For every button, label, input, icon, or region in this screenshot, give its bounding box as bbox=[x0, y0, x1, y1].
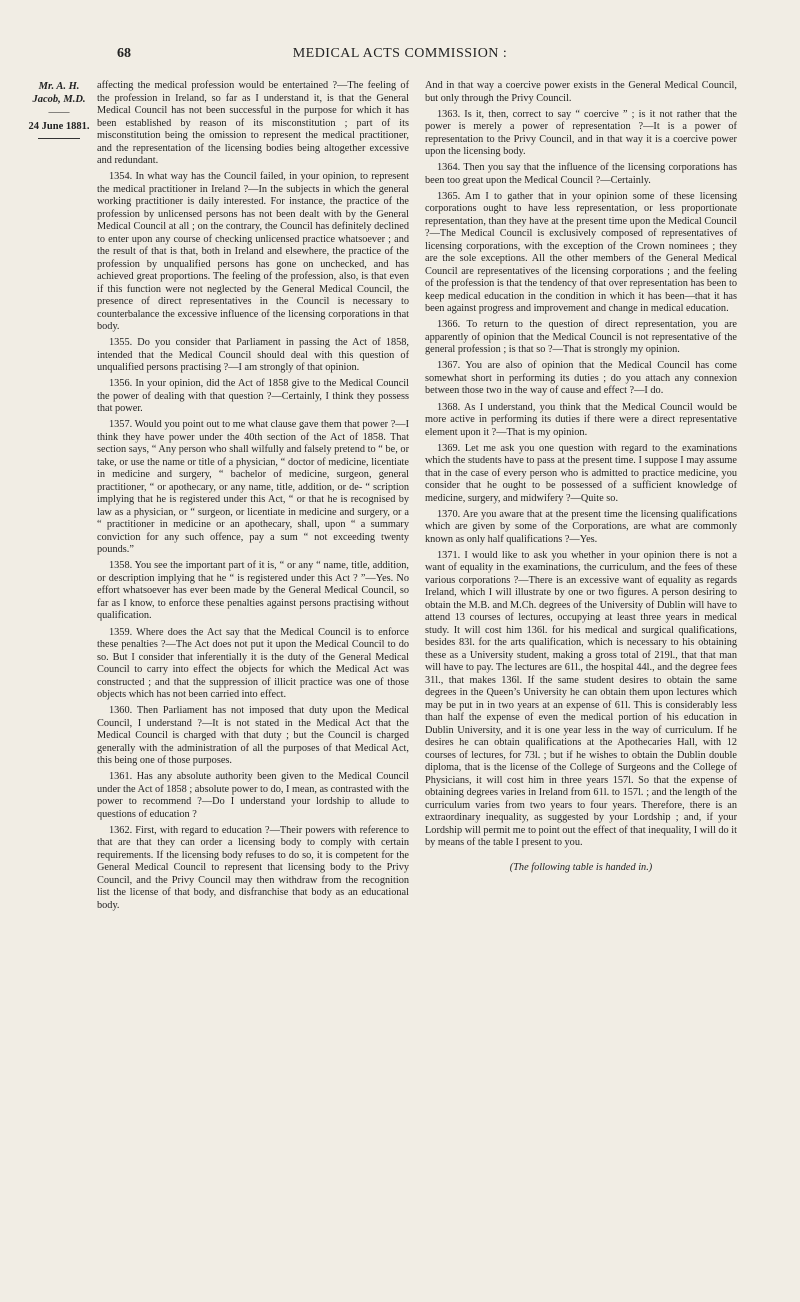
page-number: 68 bbox=[117, 46, 131, 61]
paragraph: 1362. First, with regard to education ?—Their powers with reference to that are that they can order a licensing body to comply with certain requirements. If the licensing body refuses to do so, it is competent for the General Medical Council to represent that licensing body to the Privy Council, and the Privy Council may then withdraw from the recognition list the license of that body, and disfranchise that body as an educational body. bbox=[97, 824, 409, 911]
paragraph: And in that way a coercive power exists in the General Medical Council, but only through the Privy Council. bbox=[425, 80, 737, 104]
paragraph: 1370. Are you aware that at the present time the licensing qualifications which are given by some of the Corporations, are what are commonly known as only half qualifications ?—Yes. bbox=[425, 508, 737, 545]
paragraph: 1364. Then you say that the influence of the licensing corporations has been too great upon the Medical Council ?—Certainly. bbox=[425, 162, 737, 186]
paragraph: 1368. As I understand, you think that the Medical Council would be more active in performing its duties if there were a direct representative element upon it ?—That is my opinion. bbox=[425, 401, 737, 438]
paragraph: 1354. In what way has the Council failed, in your opinion, to represent the medical practitioner in Ireland ?—In the subjects in which the general working practitioner is daily interested. For instance, the practice of the profession by unlicensed persons has not been dealt with by the General Medical Council at all ; on the contrary, the Council has definitely declined to enter upon any course of checking unlicensed practice whatsoever ; and the result of that is that, both in Ireland and elsewhere, the practice of the profession by unqualified persons has gone on unchecked, and has achieved great proportions. The feeling of the profession, also, is that even if this function were not neglected by the General Medical Council, the presence of direct representatives in the Council is necessary to counterbalance the excessive influence of the licensing corporations in that body. bbox=[97, 171, 409, 333]
paragraph: 1369. Let me ask you one question with regard to the examinations which the students have to pass at the present time. I suppose I may assume that in the case of every person who is admitted to practice medicine, you consider that he ought to be possessed of a sufficient knowledge of medicine, surgery, and midwifery ?—Quite so. bbox=[425, 442, 737, 504]
witness-name: Mr. A. H. Jacob, M.D. bbox=[32, 81, 86, 105]
right-column bbox=[425, 80, 737, 878]
paragraph: 1360. Then Parliament has not imposed that duty upon the Medical Council, I understand ?—It is not stated in the Medical Act that the Medical Council is charged with that duty ; but the Council is charged generally with the administration of all the purposes of that Medical Act, this being one of those purposes. bbox=[97, 705, 409, 767]
paragraph: 1367. You are also of opinion that the Medical Council has come somewhat short in performing its duties ; do you attach any connexion between those two in the way of cause and effect ?—I do. bbox=[425, 360, 737, 397]
paragraph: 1356. In your opinion, did the Act of 1858 give to the Medical Council the power of dealing with that question ?—Certainly, I think they possess that power. bbox=[97, 378, 409, 415]
closing-note: (The following table is handed in.) bbox=[509, 861, 653, 873]
paragraph: affecting the medical profession would be entertained ?—The feeling of the profession in Ireland, so far as I understand it, is that the General Medical Council has not been successful in the purpose for which it has been established by reason of its misconstitution ; part of its misconstitution being the omission to represent the medical practitioner, and the representation of the licensing bodies being altogether excessive and redundant. bbox=[97, 80, 409, 166]
paragraph: 1358. You see the important part of it is, “ or any “ name, title, addition, or description implying that he “ is registered under this Act ? ”—Yes. No effort whatsoever has ever been made by the General Medical Council, so far as I know, to enforce these penalties against persons practising without qualification. bbox=[97, 560, 409, 622]
margin-rule bbox=[38, 138, 80, 139]
paragraph: 1371. I would like to ask you whether in your opinion there is not a want of equality in the examinations, the curriculum, and the fees of these various corporations ?—There is an excessive want of equality as regards Ireland, which I will illustrate by one or two figures. A person desiring to obtain the M.B. and M.Ch. degrees of the University of Dublin will have to attend 13 courses of lectures, occupying at least three years in medical study. It will cost him 136l. for his medical and surgical qualifications, besides 83l. for the arts qualification, which is necessary to his obtaining these as a University student, making a gross total of 219l., that that man will have to pay. The lectures are 61l., the hospital 44l., and the degree fees 31l., that makes 136l. If the same student desires to obtain the same degrees in the Queen’s University he can obtain them upon lectures which may be put in in two years at an expense of 61l. This is considerably less than half the expense of even the medical portion of his education in Dublin University, and it is one year less in the way of curriculum. If he desires he can obtain qualifications at the Apothecaries Hall, with 12 courses of lectures, for 73l. ; but if he wishes to obtain the Dublin double diploma, that is the license of the College of Surgeons and the College of Physicians, it will cost him in three years 157l. So that the expense of obtaining degrees varies in Ireland from 61l. to 157l. ; and the length of the curriculum varies from two years to four years. Therefore, there is an extraordinary inequality, as suggested by your Lordship ; and, if your Lordship will permit me to point out the effect of that inequality, I will do it by means of the table I present to you. bbox=[425, 549, 737, 849]
running-title: MEDICAL ACTS COMMISSION : bbox=[292, 46, 508, 61]
margin-note bbox=[28, 80, 90, 139]
paragraph: 1366. To return to the question of direct representation, you are apparently of opinion that the Medical Council is not representative of the general profession ; is that so ?—That is strongly my opinion. bbox=[425, 319, 737, 356]
left-column bbox=[97, 80, 409, 916]
witness-dash: —— bbox=[48, 107, 70, 118]
paragraph: 1355. Do you consider that Parliament in passing the Act of 1858, intended that the Medical Council should deal with this question of unqualified persons practising ?—I am strongly of that opinion. bbox=[97, 337, 409, 374]
paragraph: 1363. Is it, then, correct to say “ coercive ” ; is it not rather that the power is merely a power of representation ?—It is a power of representation to the Privy Council, and in that way it is a coercive power upon the licensing body. bbox=[425, 108, 737, 158]
paragraph: 1361. Has any absolute authority been given to the Medical Council under the Act of 1858 ; absolute power to do, I mean, as contrasted with the power to recommend ?—Do I understand your lordship to allude to questions of education ? bbox=[97, 771, 409, 820]
paragraph: 1357. Would you point out to me what clause gave them that power ?—I think they have power under the 40th section of the Act of 1858. That section says, “ Any person who shall wilfully and falsely pretend to “ be, or take, or use the name or title of a physician, “ doctor of medicine, licentiate in medicine and surgery, “ bachelor of medicine, surgeon, general practitioner, “ or apothecary, or any name, title, addition, or de- “ scription implying that he is registered under this Act, “ or that he is recognised by law as a physician, or “ surgeon, or licentiate in medicine and surgery, or a “ practitioner in medicine or an apothecary, shall, upon “ a summary conviction for any such offence, pay a sum “ not exceeding twenty pounds.” bbox=[97, 419, 409, 556]
testimony-date: 24 June 1881. bbox=[28, 121, 90, 132]
page-header bbox=[0, 46, 800, 66]
paragraph: 1365. Am I to gather that in your opinion some of these licensing corporations ought to have less representation, or less proportionate representation, than they have at the present time upon the Medical Council ?—The Medical Council is exclusively composed of representatives of licensing corporations, with the exception of the Crown nominees ; they are the sole exceptions. All the other members of the General Medical Council are representatives of the licensing corporations ; and the feeling of the profession is that the tendency of that over representation has been to keep medical education in the condition in which it has been—that it has been against progress and improvement and change in medical education. bbox=[425, 190, 737, 315]
paragraph: 1359. Where does the Act say that the Medical Council is to enforce these penalties ?—The Act does not put it upon the Medical Council to do so. But I consider that inferentially it is the duty of the General Medical Council to carry into effect the objects for which the Medical Act was constructed ; and that the suppression of illicit practice was one of those objects which has not been carried into effect. bbox=[97, 626, 409, 701]
